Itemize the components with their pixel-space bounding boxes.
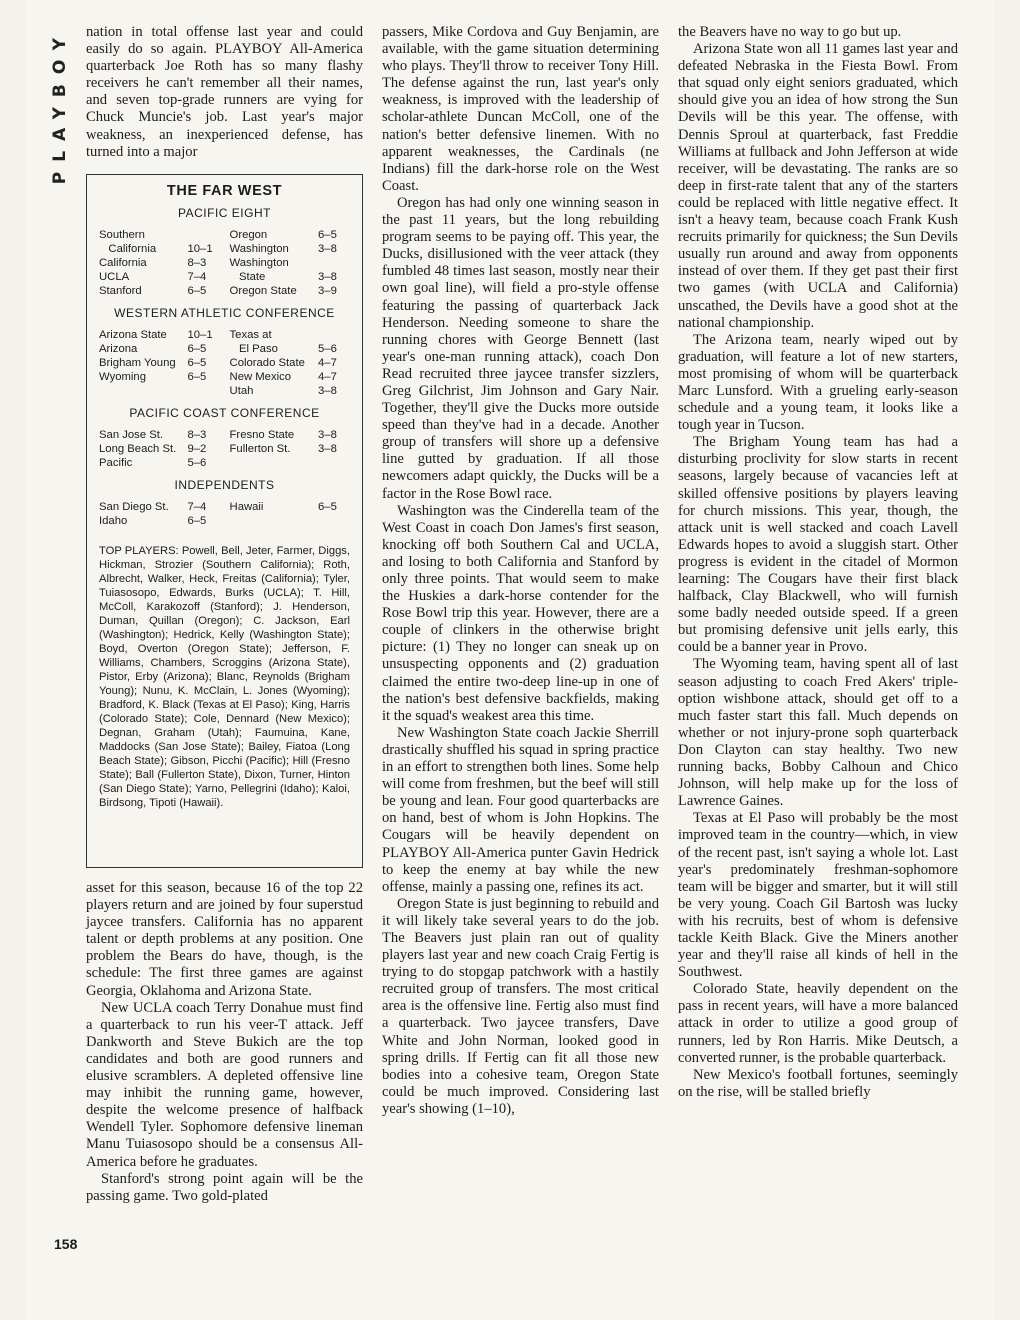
team-row [230, 256, 350, 270]
team-name: State [229, 271, 266, 283]
team-record [318, 256, 350, 270]
team-name: Stanford [99, 285, 142, 297]
column-1-top [86, 24, 363, 161]
team-name: Fullerton St. [229, 443, 291, 455]
team-row [230, 370, 350, 384]
paragraph: asset for this season, because 16 of the top 22 players return and are joined by four superstud jaycee transfers. California has no apparent talent or depth problems at any position. One problem the Bears do have, though, is the schedule: The first three games are against Georgia, Oklahoma and Arizona State. [86, 880, 363, 999]
paragraph: Arizona State won all 11 games last year and defeated Nebraska in the Fiesta Bowl. From that squad only eight seniors graduated, which should give you an idea of how strong the Sun Devils will be this year. The offense, with Dennis Sproul at quarterback, fast Freddie Williams at fullback and John Jefferson at wide receiver, will be devastating. The ranks are so deep in first-rate talent that any of the starters could be replaced with little negative effect. It isn't a heavy team, because coach Frank Kush recruits primarily for quickness; the Sun Devils usually run around and away from opponents instead of over them. If they get past their first two games (with UCLA and California) unscathed, the Devils have a good shot at the national championship. [678, 41, 958, 331]
team-name: Washington [229, 257, 289, 269]
team-row [99, 442, 219, 456]
team-record: 3–9 [318, 285, 337, 297]
team-record: 6–5 [187, 285, 207, 297]
column-3 [678, 24, 958, 1101]
team-row [99, 342, 219, 356]
conference-name: INDEPENDENTS [174, 478, 275, 492]
sidebar-title: THE FAR WEST [166, 183, 283, 199]
team-record: 6–5 [187, 343, 207, 355]
team-name: Arizona State [99, 329, 167, 341]
standings-column [99, 428, 219, 470]
team-record: 5–6 [318, 343, 337, 355]
team-name: California [99, 257, 147, 269]
team-row [230, 284, 350, 298]
team-record: 3–8 [318, 271, 337, 283]
team-row [99, 256, 219, 270]
conference-table [99, 428, 350, 470]
team-record: 6–5 [187, 371, 207, 383]
team-row [230, 428, 350, 442]
conference-name: WESTERN ATHLETIC CONFERENCE [114, 306, 335, 320]
team-name: Oregon State [229, 285, 297, 297]
team-record [187, 228, 219, 242]
conference-name: PACIFIC COAST CONFERENCE [129, 406, 320, 420]
team-name: El Paso [229, 343, 278, 355]
team-name: Fresno State [229, 429, 295, 441]
team-name: San Diego St. [99, 501, 169, 513]
paragraph: Texas at El Paso will probably be the most improved team in the country—which, in view of the recent past, isn't saying a whole lot. Last year's predominately freshman-sophomore team will be bigger and smarter, but it will still be very young. Coach Gil Bartosh was lucky with his recruits, best of whom is defensive tackle Keith Black. Give the Miners another year and they'll raise all kinds of hell in the Southwest. [678, 810, 958, 981]
paragraph: The Wyoming team, having spent all of last season adjusting to coach Fred Akers' triple-option wishbone attack, should get off to a much faster start this fall. Much depends on whether or not injury-prone soph quarterback Don Clayton can stay healthy. Two new running backs, Bobby Calhoun and Chico Johnson, will help make up for the loss of Lawrence Gaines. [678, 656, 958, 810]
team-record: 7–4 [187, 501, 207, 513]
team-name: New Mexico [229, 371, 292, 383]
team-row [99, 284, 219, 298]
team-row [99, 456, 219, 470]
team-name: Long Beach St. [99, 443, 177, 455]
column-1-bottom [86, 880, 363, 1205]
team-row [230, 384, 350, 398]
paragraph: The Brigham Young team has had a disturbing proclivity for slow starts in recent seasons, largely because of vacancies left at skilled offensive positions by players leaving for church missions. This year, though, the attack unit is well stacked and coach Lavell Edwards hopes to avoid a sluggish start. Other progress is evident in the citadel of Mormon learning: The Cougars have their first black halfback, Clay Blackwell, who will furnish some badly needed outside speed. If a green but promising defensive unit jells early, this could be a banner year in Provo. [678, 434, 958, 656]
team-row [230, 500, 350, 514]
team-record: 6–5 [318, 501, 337, 513]
team-name: Wyoming [99, 371, 146, 383]
standings-column [99, 228, 219, 298]
standings-column [230, 428, 350, 470]
team-row [230, 328, 350, 342]
team-record: 3–8 [318, 243, 337, 255]
team-row [99, 328, 219, 342]
team-row [99, 228, 219, 242]
team-name: Oregon [229, 229, 268, 241]
team-name: San Jose St. [99, 429, 164, 441]
team-name: Colorado State [229, 357, 305, 369]
team-record: 6–5 [187, 515, 207, 527]
sidebar-far-west [86, 174, 363, 868]
team-record: 6–5 [318, 229, 337, 241]
team-record: 3–8 [318, 385, 337, 397]
team-row [99, 514, 219, 528]
team-row [99, 242, 219, 256]
conference-name: PACIFIC EIGHT [178, 206, 271, 220]
paragraph: The Arizona team, nearly wiped out by graduation, will feature a lot of new starters, most promising of whom will be quarterback Marc Lunsford. With a grueling early-season schedule and a young team, it looks like a tough year in Tucson. [678, 331, 958, 434]
team-record: 8–3 [187, 429, 207, 441]
conference-table [99, 228, 350, 298]
team-row [230, 342, 350, 356]
paragraph: the Beavers have no way to go but up. [678, 24, 902, 40]
standings-column [230, 328, 350, 398]
team-name: Southern [99, 229, 145, 241]
team-row [99, 270, 219, 284]
paragraph: New UCLA coach Terry Donahue must find a quarterback to run his veer-T attack. Jeff Dankworth and Steve Bukich are the top candidates and both are good runners and elusive scramblers. A depleted offensive line may inhibit the running game, however, despite the welcome presence of halfback Wendell Tyler. Sophomore defensive lineman Manu Tuiasosopo should be a consensus All-America before he graduates. [86, 999, 363, 1170]
team-record: 9–2 [187, 443, 207, 455]
standings-column [99, 500, 219, 528]
standings-column [230, 228, 350, 298]
team-name: Texas at [229, 329, 272, 341]
team-row [230, 356, 350, 370]
team-record: 5–6 [187, 457, 207, 469]
team-record: 3–8 [318, 429, 337, 441]
team-name: UCLA [99, 271, 130, 283]
team-name: Utah [229, 385, 254, 397]
conference-standings [99, 206, 350, 528]
team-record: 4–7 [318, 371, 337, 383]
team-name: Washington [229, 243, 289, 255]
top-players: TOP PLAYERS: Powell, Bell, Jeter, Farmer, Diggs, Hickman, Strozier (Southern California); Roth, Albrecht, Walker, Heck, Freitas (California); Tyler, Tuiasosopo, Edwards, Burks (UCLA); T. Hill, McColl, Karakozoff (Stanford); J. Henderson, Duman, Quillan (Oregon); C. Jackson, Earl (Washington); Hedrick, Kelly (Washington State); Boyd, Overton (Oregon State); Jefferson, F. Williams, Chambers, Scroggins (Arizona State), Pistor, Erby (Arizona); Blanc, Reynolds (Brigham Young); Nunu, K. McClain, L. Jones (Wyoming); Bradford, K. Black (Texas at El Paso); King, Harris (Colorado State); Cole, Dennard (New Mexico); Degnan, Graham (Utah); Faumuina, Kane, Maddocks (San Jose State); Bailey, Fiatoa (Long Beach State); Gibson, Picchi (Pacific); Hill (Fresno State); Ball (Fullerton State), Dixon, Turner, Hinton (San Diego State); Yarno, Pellegrini (Idaho); Kaloi, Birdsong, Tipoti (Hawaii). [99, 545, 350, 809]
team-row [99, 428, 219, 442]
team-name: California [99, 243, 157, 255]
team-name: Hawaii [229, 501, 264, 513]
team-name: Pacific [99, 457, 133, 469]
paragraph: Colorado State, heavily dependent on the pass in recent years, will have a more balanced attack in order to utilize a good group of runners, led by Ron Harris. Mike Deutsch, a converted runner, is the probable quarterback. [678, 981, 958, 1066]
standings-column [99, 328, 219, 398]
team-record [318, 328, 350, 342]
team-record: 7–4 [187, 271, 207, 283]
team-record: 10–1 [187, 329, 213, 341]
page-number: 158 [54, 1236, 78, 1252]
paragraph: nation in total offense last year and could easily do so again. PLAYBOY All-America quarterback Joe Roth has so many flashy receivers he can't remember all their names, and seven top-grade runners are vying for Chuck Muncie's job. Last year's major weakness, an inexperienced defense, has turned into a major [86, 24, 363, 160]
paragraph: passers, Mike Cordova and Guy Benjamin, are available, with the game situation determining who plays. They'll throw to receiver Tony Hill. The defense against the run, last year's only weakness, is improved with the leadership of scholar-athlete Duncan McColl, one of the nation's better defensive linemen. With no apparent weaknesses, the Cardinals (ne Indians) fill the dark-horse role on the West Coast. [382, 24, 659, 194]
team-record: 8–3 [187, 257, 207, 269]
paragraph: Washington was the Cinderella team of the West Coast in coach Don James's first season, knocking off both Southern Cal and UCLA, and losing to both California and Stanford by only three points. That would seem to make the Huskies a dark-horse contender for the Rose Bowl trip this year. However, there are a couple of clinkers in the otherwise bright picture: (1) They no longer can sneak up on unsuspecting opponents and (2) graduation claimed the entire two-deep line-up in one of the nation's best defensive backfields, making it the squad's weakest area this time. [382, 502, 659, 724]
magazine-name: PLAYBOY [50, 28, 70, 185]
team-record: 4–7 [318, 357, 337, 369]
team-name: Arizona [99, 343, 138, 355]
paragraph: New Washington State coach Jackie Sherrill drastically shuffled his squad in spring practice in an effort to strengthen both lines. Some help will come from freshmen, but the beef will still be young and lean. Four good quarterbacks are on hand, best of whom is John Hopkins. The Cougars will be heavily dependent on PLAYBOY All-America punter Gavin Hedrick to keep the enemy at bay while the new offense, mainly a passing one, refines its act. [382, 724, 659, 895]
paragraph: Oregon State is just beginning to rebuild and it will likely take several years to do the job. The Beavers just plain ran out of quality players last year and new coach Craig Fertig is trying to do stopgap patchwork with a hastily recruited group of transfers. The most critical area is the offensive line. Fertig also must find a quarterback. Two jaycee transfers, Dave White and John Norman, looked good in spring drills. If Fertig can fit all those new bodies into a cohesive team, Oregon State could be much improved. Considering last year's showing (1–10), [382, 895, 659, 1117]
paragraph: New Mexico's football fortunes, seemingly on the rise, will be stalled briefly [678, 1066, 958, 1100]
standings-column [230, 500, 350, 528]
paragraph: Stanford's strong point again will be the passing game. Two gold-plated [86, 1170, 363, 1204]
team-record: 6–5 [187, 357, 207, 369]
team-row [230, 442, 350, 456]
team-row [230, 228, 350, 242]
team-row [230, 270, 350, 284]
team-record: 10–1 [187, 243, 213, 255]
conference-table [99, 328, 350, 398]
team-row [230, 242, 350, 256]
paragraph: Oregon has had only one winning season in the past 11 years, but the long rebuilding program seems to be paying off. This year, the Ducks, disillusioned with the veer attack (they fumbled 48 times last season, mostly near their own goal line), will field a pro-style offense featuring the passing of quarterback Jack Henderson. Needing someone to share the running chores with George Bennett (last year's one-man running attack), coach Don Read recruited three jaycee transfer sizzlers, Greg Gilchrist, Jim Johnson and Gary Nair. Together, they'll give the Ducks more outside speed than they've had in a decade. Another group of transfers will shore up a defensive line gutted by graduation. If all those newcomers adapt quickly, the Ducks will be a factor in the Rose Bowl race. [382, 194, 659, 502]
team-name: Brigham Young [99, 357, 176, 369]
team-row [99, 500, 219, 514]
team-record: 3–8 [318, 443, 337, 455]
team-name: Idaho [99, 515, 128, 527]
team-row [99, 370, 219, 384]
team-row [99, 356, 219, 370]
column-2 [382, 24, 659, 1118]
conference-table [99, 500, 350, 528]
